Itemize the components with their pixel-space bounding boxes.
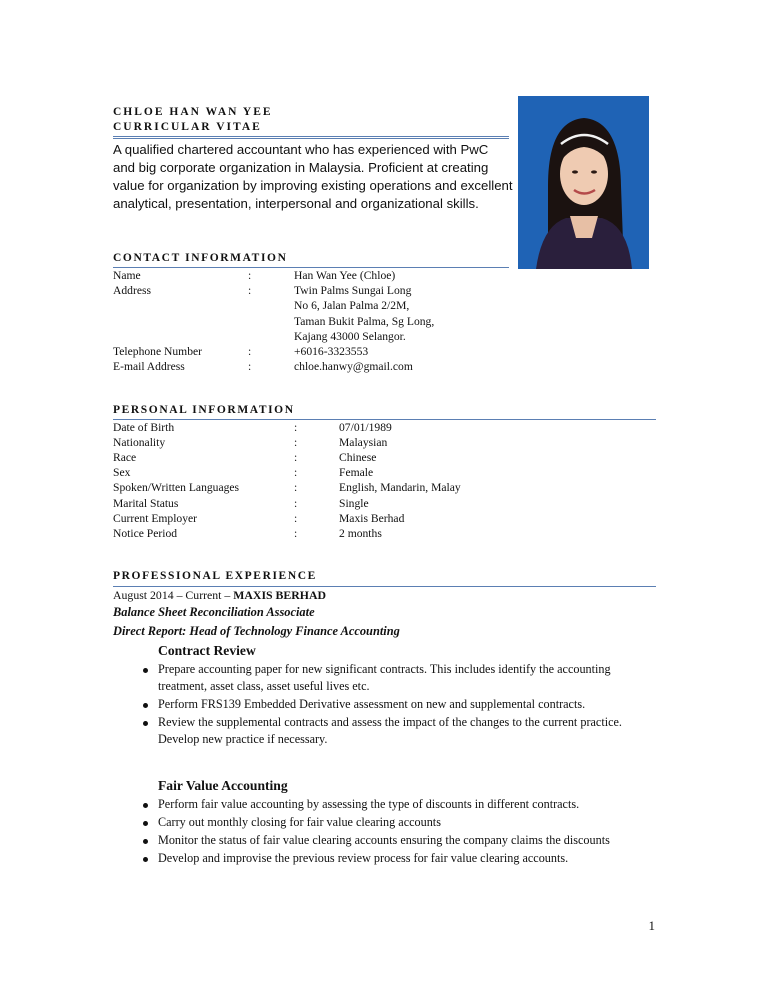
bullet-icon (143, 721, 148, 726)
personal-label: Current Employer (113, 511, 198, 525)
experience-report: Direct Report: Head of Technology Finance Accounting (113, 624, 400, 638)
fair-value-list (122, 796, 642, 868)
contact-sep: : (248, 345, 252, 358)
list-item: Monitor the status of fair value clearing accounts ensuring the company claims the discounts (122, 832, 642, 849)
personal-sep: : (294, 466, 298, 480)
group-heading-contract-review: Contract Review (158, 643, 256, 658)
personal-label: Notice Period (113, 526, 178, 540)
experience-company: MAXIS BERHAD (233, 588, 327, 602)
experience-period: August 2014 – Current – (113, 588, 234, 602)
personal-value: Female (339, 466, 374, 480)
contact-label: Telephone Number (113, 345, 203, 358)
experience-role: Balance Sheet Reconciliation Associate (113, 605, 315, 619)
experience-period-line (113, 588, 326, 603)
experience-divider (113, 586, 656, 587)
personal-label: Spoken/Written Languages (113, 481, 240, 495)
personal-sep: : (294, 481, 298, 495)
personal-sep: : (294, 511, 298, 525)
personal-value: 07/01/1989 (339, 421, 392, 434)
bullet-icon (143, 821, 148, 826)
contact-value: No 6, Jalan Palma 2/2M, (294, 299, 410, 313)
list-item: Review the supplemental contracts and assess the impact of the changes to the current practice. Develop new practice if necessary. (122, 714, 642, 748)
bullet-icon (143, 803, 148, 808)
contact-value: Twin Palms Sungai Long (294, 284, 412, 298)
contact-sep: : (248, 360, 252, 374)
personal-label: Date of Birth (113, 421, 175, 434)
group-heading-fair-value: Fair Value Accounting (158, 778, 288, 793)
contact-section-title: CONTACT INFORMATION (113, 252, 288, 264)
contract-review-list (122, 661, 642, 749)
contact-value: chloe.hanwy@gmail.com (294, 360, 413, 374)
contact-label: E-mail Address (113, 360, 185, 374)
profile-photo (518, 96, 649, 269)
experience-section-title: PROFESSIONAL EXPERIENCE (113, 570, 317, 582)
contact-label: Address (113, 284, 151, 298)
personal-value: Malaysian (339, 436, 388, 450)
personal-label: Nationality (113, 436, 166, 450)
contact-sep: : (248, 284, 252, 298)
personal-sep: : (294, 526, 298, 540)
personal-section-title: PERSONAL INFORMATION (113, 404, 295, 416)
personal-sep: : (294, 496, 298, 510)
bullet-icon (143, 703, 148, 708)
header-divider (113, 136, 509, 139)
contact-label: Name (113, 269, 141, 282)
contact-value: Kajang 43000 Selangor. (294, 329, 406, 343)
bullet-icon (143, 668, 148, 673)
personal-value: 2 months (339, 526, 382, 540)
personal-label: Sex (113, 466, 131, 480)
personal-sep: : (294, 451, 298, 465)
list-item: Perform FRS139 Embedded Derivative assessment on new and supplemental contracts. (122, 696, 642, 713)
list-item: Prepare accounting paper for new significant contracts. This includes identify the accounting treatment, asset class, asset useful lives etc. (122, 661, 642, 695)
bullet-icon (143, 839, 148, 844)
contact-value: Han Wan Yee (Chloe) (294, 269, 396, 282)
list-item: Perform fair value accounting by assessing the type of discounts in different contracts. (122, 796, 642, 813)
personal-label: Race (113, 451, 137, 465)
contact-value: +6016-3323553 (294, 345, 369, 358)
personal-value: Single (339, 496, 369, 510)
resume-name: CHLOE HAN WAN YEE (113, 106, 273, 118)
contact-value: Taman Bukit Palma, Sg Long, (294, 314, 435, 328)
contact-sep: : (248, 269, 252, 282)
list-item: Carry out monthly closing for fair value clearing accounts (122, 814, 642, 831)
personal-value: Chinese (339, 451, 377, 465)
professional-summary: A qualified chartered accountant who has experienced with PwC and big corporate organization in Malaysia. Proficient at creating value for organization by improving existing operations and excellent analytical, presentation, interpersonal and organizational skills. (113, 142, 513, 211)
list-item: Develop and improvise the previous review process for fair value clearing accounts. (122, 850, 642, 867)
page-number: 1 (648, 918, 655, 933)
personal-value: English, Mandarin, Malay (339, 481, 461, 495)
personal-sep: : (294, 436, 298, 450)
personal-label: Marital Status (113, 496, 179, 510)
bullet-icon (143, 857, 148, 862)
personal-value: Maxis Berhad (339, 511, 405, 525)
personal-sep: : (294, 421, 298, 434)
resume-subtitle: CURRICULAR VITAE (113, 121, 262, 133)
